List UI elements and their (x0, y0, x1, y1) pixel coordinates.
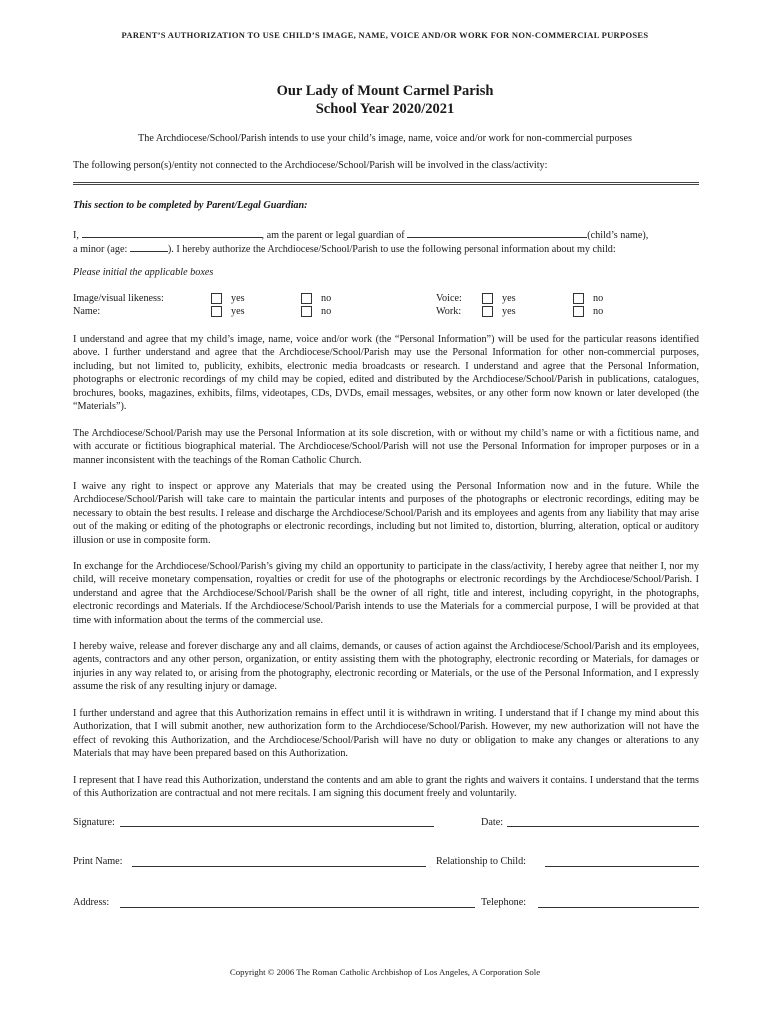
child-age-field[interactable] (130, 241, 168, 252)
telephone-field[interactable] (538, 907, 699, 908)
paragraph-6: I further understand and agree that this Authorization remains in effect until it is withdrawn in writing. I understand that if I change my mind about this Authorization, that I will submit another, new authorization form to the Archdiocese/School/Parish. However, my new authorization will not have the effect of revoking this Authorization, and the Archdiocese/School/Parish will have no duty or obligation to make any changes or alterations to any Materials that may have been prepared based on this Authorization. (73, 708, 699, 760)
guardian-line-1: I, , am the parent or legal guardian of (child’s name), (73, 227, 699, 242)
telephone-label: Telephone: (481, 897, 527, 908)
work-yes-label: yes (502, 306, 516, 317)
divider-top (73, 182, 699, 183)
signature-label: Signature: (73, 817, 115, 828)
image-label: Image/visual likeness: (73, 293, 164, 304)
print-name-field[interactable] (132, 866, 426, 867)
voice-yes-checkbox[interactable] (482, 293, 493, 304)
relationship-field[interactable] (545, 866, 699, 867)
work-no-label: no (593, 306, 604, 317)
voice-no-label: no (593, 293, 604, 304)
child-name-field[interactable] (407, 227, 587, 238)
work-no-checkbox[interactable] (573, 306, 584, 317)
school-year: School Year 2020/2021 (315, 101, 455, 117)
intro-text: The Archdiocese/School/Parish intends to use your child’s image, name, voice and/or work for non-commercial purposes (138, 133, 632, 144)
guardian-name-field[interactable] (82, 227, 262, 238)
guardian-line-2: a minor (age: ). I hereby authorize the Archdiocese/School/Parish to use the following personal information about my child: (73, 241, 699, 256)
paragraph-5: I hereby waive, release and forever discharge any and all claims, demands, or causes of action against the Archdiocese/School/Parish and its employees, agents, contractors and any other person, organization, or entity assisting them with the photography, electronic recording or Materials, for damages or injuries in any way related to, or arising from the photography, electronic recording or Materials, or the use of the Personal Information, and I expressly assume the risk of any resulting injury or damage. (73, 641, 699, 693)
paragraph-1: I understand and agree that my child’s image, name, voice and/or work (the “Personal Information”) will be used for the particular reasons identified above. I further understand and agree that the Archdiocese/School/Parish may use the Personal Information for other non-commercial purposes, including, but not limited to, publicity, exhibits, electronic media broadcasts or research. I understand and agree that the Personal Information, photographs or electronic recordings of my child may be copied, edited and distributed by the Archdiocese/School/Parish in publications, catalogues, brochures, books, magazines, exhibits, films, videotapes, CDs, DVDs, email messages, websites, or any other form now known or later developed (the “Materials”). (73, 334, 699, 413)
page-title (0, 82, 770, 118)
relationship-label: Relationship to Child: (436, 856, 526, 867)
address-label: Address: (73, 897, 110, 908)
name-yes-checkbox[interactable] (211, 306, 222, 317)
image-yes-checkbox[interactable] (211, 293, 222, 304)
work-yes-checkbox[interactable] (482, 306, 493, 317)
copyright-footer: Copyright © 2006 The Roman Catholic Archbishop of Los Angeles, A Corporation Sole (229, 967, 541, 977)
involved-text: The following person(s)/entity not connected to the Archdiocese/School/Parish will be involved in the class/activity: (73, 160, 548, 171)
section-title: This section to be completed by Parent/Legal Guardian: (73, 200, 308, 211)
initial-note: Please initial the applicable boxes (73, 267, 214, 278)
name-no-checkbox[interactable] (301, 306, 312, 317)
divider-top-double (73, 184, 699, 185)
name-label: Name: (73, 306, 101, 317)
paragraph-4: In exchange for the Archdiocese/School/Parish’s giving my child an opportunity to participate in the class/activity, I hereby agree that neither I, nor my child, will receive monetary compensation, royalties or credit for use of the photographs or electronic recordings by the Archdiocese/School/Parish. I understand and agree that the Archdiocese/School/Parish shall be the owner of all right, title and interest, including copyright, in the photographs, electronic recordings and Materials. If the Archdiocese/School/Parish intends to use the Materials for a commercial purpose, I will be provided at that time with information about the terms of the commercial use. (73, 561, 699, 626)
image-no-label: no (321, 293, 332, 304)
image-yes-label: yes (231, 293, 245, 304)
signature-field[interactable] (120, 826, 434, 827)
document-header: PARENT’S AUTHORIZATION TO USE CHILD’S IMAGE, NAME, VOICE AND/OR WORK FOR NON-COMMERCIAL PURPOSES (121, 30, 649, 40)
address-field[interactable] (120, 907, 475, 908)
date-label: Date: (481, 817, 504, 828)
voice-no-checkbox[interactable] (573, 293, 584, 304)
paragraph-2: The Archdiocese/School/Parish may use the Personal Information at its sole discretion, with or without my child’s name or with a fictitious name, and with accurate or fictitious biographical material. The Archdiocese/School/Parish will not use the Personal Information for improper purposes or in a manner inconsistent with the teachings of the Roman Catholic Church. (73, 428, 699, 466)
image-no-checkbox[interactable] (301, 293, 312, 304)
work-label: Work: (436, 306, 462, 317)
paragraph-7: I represent that I have read this Authorization, understand the contents and am able to grant the rights and waivers it contains. I understand that the terms of this Authorization are contractual and not mere recitals. I am signing this document freely and voluntarily. (73, 775, 699, 800)
print-name-label: Print Name: (73, 856, 123, 867)
parish-name: Our Lady of Mount Carmel Parish (276, 83, 494, 99)
paragraph-3: I waive any right to inspect or approve any Materials that may be created using the Personal Information now and in the future. While the Archdiocese/School/Parish will take care to maintain the particular intents and purposes of the photographs or electronic recordings, editing may be necessary to obtain the best results. I release and discharge the Archdiocese/School/Parish and its employees and agents from any liability that may arise out of the making or editing of the photographs or electronic recordings, including but not limited to, distortion, blurring, alteration, optical or auditory illusion or use in composite form. (73, 481, 699, 546)
voice-yes-label: yes (502, 293, 516, 304)
date-field[interactable] (507, 826, 699, 827)
voice-label: Voice: (436, 293, 462, 304)
name-yes-label: yes (231, 306, 245, 317)
name-no-label: no (321, 306, 332, 317)
